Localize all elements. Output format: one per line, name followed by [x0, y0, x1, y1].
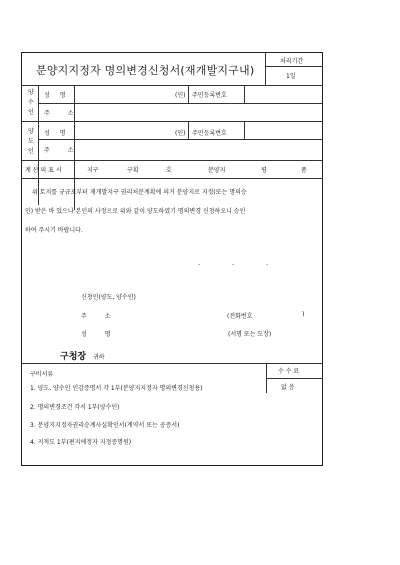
document-item-2: 2. 명의변경조건 각서 1부(양수인) [30, 404, 120, 411]
applicant-phone-close: ) [302, 311, 305, 318]
applicant-address-label: 주 소 [81, 313, 119, 320]
land-number-label: 호 [166, 167, 172, 174]
transferor-id-label: 주민등록번호 [192, 130, 227, 137]
fee-value: 없 음 [281, 384, 295, 391]
transferee-label-1: 양 [28, 89, 34, 96]
land-district-label: 지구 [87, 167, 99, 174]
transferee-address-label: 주 소 [44, 110, 82, 117]
form-title: 분양지지정자 명의변경신청서(재개발지구내) [36, 64, 255, 77]
transferor-address-label: 주 소 [44, 147, 82, 154]
document-item-3: 3. 분양지지정자권리승계사실확인서(계약서 또는 공증서) [30, 422, 180, 429]
processing-period-label: 처리기간 [280, 58, 304, 65]
date-month-mark: . [232, 259, 235, 267]
land-row-label: 계 산 의 표 시 [25, 167, 62, 174]
body-line-1: 위 토지를 규규로부터 재개발지구 권리처분계획에 의거 분양지로 지정(또는 명의승 [32, 189, 247, 196]
application-form [21, 52, 323, 466]
recipient-title: 구청장 [60, 352, 87, 362]
transferor-label-2: 도 [28, 138, 34, 145]
applicant-label: 신청인(양도, 양수인) [81, 294, 136, 301]
body-line-3: 하여 주시기 바랍니다. [25, 227, 83, 234]
land-plot-label: 분양지 [208, 167, 226, 174]
transferee-seal: (인) [175, 92, 186, 99]
applicant-phone-label: (전화번호 [227, 313, 253, 320]
transferor-name-label: 성 명 [44, 130, 70, 137]
transferee-label-2: 수 [28, 99, 34, 106]
transferor-seal: (인) [175, 130, 186, 137]
document-item-1: 1. 양도, 양수인 인감증명서 각 1부(분양지지정자 명의변경신청용) [30, 385, 203, 392]
documents-heading: 구비서류 [30, 371, 54, 378]
transferor-label-1: 양 [28, 128, 34, 135]
date-year-mark: . [198, 259, 201, 267]
processing-period-value: 1일 [286, 73, 296, 80]
land-grade-label: 품 [301, 167, 307, 174]
transferee-label-3: 인 [28, 109, 34, 116]
land-block-label: 구획 [127, 167, 139, 174]
applicant-sign-label: (서명 또는 도장) [228, 331, 272, 338]
land-area-label: 평 [261, 167, 267, 174]
transferee-id-label: 주민등록번호 [192, 92, 227, 99]
transferor-label-3: 인 [28, 148, 34, 155]
fee-label: 수 수 료 [278, 368, 300, 375]
applicant-name-label: 성 명 [81, 331, 119, 338]
body-line-2: 인) 받은 바 있으나 본인의 사정으로 위와 같이 양도하였기 명의변경 신청하오니 승인 [25, 208, 246, 215]
transferee-name-label: 성 명 [44, 92, 70, 99]
recipient-suffix: 귀하 [93, 354, 105, 361]
date-day-mark: . [266, 259, 269, 267]
document-item-4: 4. 지적도 1부(편지에정자 지정증명원) [30, 439, 132, 446]
